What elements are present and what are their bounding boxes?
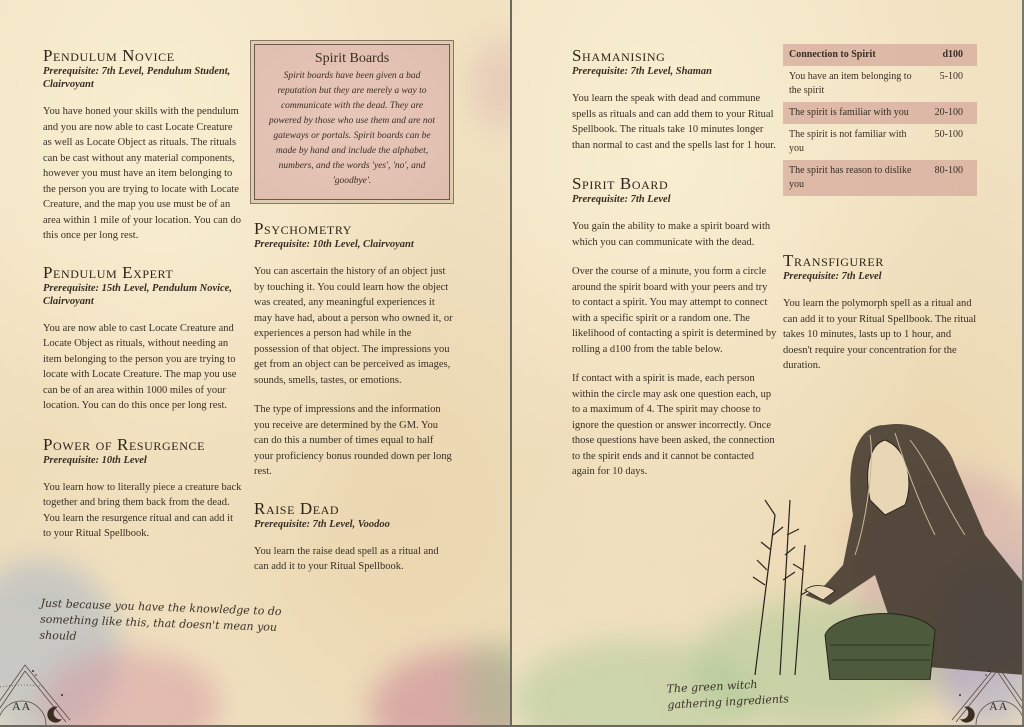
left-column-2 — [254, 220, 454, 575]
feat-description: You have honed your skills with the pendulum and you are now able to cast Locate Creature as well as Locate Object as rituals. The rituals can be cast without any material components, however you must have an item belonging to the person you are trying to locate with Locate Creature, and the map you use must be of an area within 1 mile of your location. You can do this once per long rest. — [43, 106, 242, 241]
feat-title: Raise Dead — [254, 498, 340, 518]
feat-title: Pendulum Expert — [43, 262, 174, 282]
table-cell: The spirit has reason to dislike you — [789, 165, 912, 190]
table-header: d100 — [942, 49, 963, 60]
table-cell: The spirit is familiar with you — [789, 107, 909, 118]
feat-description: The type of impressions and the information you receive are determined by the GM. You can do this a number of times equal to half your proficiency bonus rounded down per long rest. — [254, 404, 452, 477]
feat-prerequisite: Prerequisite: 7th Level, Voodoo — [254, 518, 390, 530]
left-page — [0, 0, 510, 725]
handwritten-note: Just because you have the knowledge to do something like this, that doesn't mean you should — [39, 596, 282, 643]
feat-description: You are now able to cast Locate Creature and Locate Object as rituals, without needing an item belonging to the person you are trying to locate with Locate Creature. The map you use can be of an area within 1000 miles of your location. You can do this once per long rest. — [43, 322, 237, 411]
feat-description: You learn the raise dead spell as a ritual and can add it to your Ritual Spellbook. — [254, 545, 439, 572]
feat-title: Power of Resurgence — [43, 434, 206, 454]
feat-description: You learn how to literally piece a creature back together and bring them back from the dead. You learn the resurgence ritual and can add it to your Ritual Spellbook. — [43, 481, 242, 539]
feat-psychometry — [254, 220, 454, 480]
feat-raise-dead — [254, 500, 454, 575]
right-page — [512, 0, 1022, 725]
spirit-connection-table — [783, 44, 977, 196]
table-cell: 80-100 — [934, 165, 963, 176]
table-cell: The spirit is not familiar with you — [789, 129, 907, 154]
table-cell: 20-100 — [934, 107, 963, 118]
feat-pendulum-expert — [43, 264, 243, 414]
feat-prerequisite: Prerequisite: 15th Level, Pendulum Novice, Clairvoyant — [43, 282, 232, 307]
feat-description: If contact with a spirit is made, each person within the circle may ask one question each, up to a maximum of 4. The spirit may choose to ignore the question or answer incorrectly. Once those questions have been asked, the connection to the spirit ends and it cannot be contacted again for 10 days. — [572, 373, 775, 477]
sidebar-text: Spirit boards have been given a bad reputation but they are merely a way to communicate with the dead. They are powered by those who use them and are not gateways or portals. Spirit boards can be made by hand and include the alphabet, numbers, and the words 'yes', 'no', and 'goodbye'. — [268, 71, 436, 186]
feat-prerequisite: Prerequisite: 7th Level, Pendulum Student, Clairvoyant — [43, 66, 231, 90]
feat-description: You learn the polymorph spell as a ritual and can add it to your Ritual Spellbook. The ritual takes 10 minutes, lasts up to 1 hour, and doesn't require your concentration for the duration. — [783, 298, 977, 371]
feat-prerequisite: Prerequisite: 10th Level — [43, 454, 147, 466]
table-row — [783, 66, 977, 102]
moon-diamond-emblem-icon — [942, 645, 1022, 725]
table-row — [783, 124, 977, 160]
table-header-row — [783, 44, 977, 66]
feat-shamanising — [572, 47, 778, 153]
spirit-boards-sidebar — [254, 44, 450, 200]
feat-transfigurer — [783, 252, 983, 374]
feat-title: Shamanising — [572, 46, 666, 65]
left-column-1 — [43, 47, 243, 542]
table-row — [783, 102, 977, 124]
illustration-caption: The green witch gathering ingredients — [666, 677, 790, 712]
feat-title: Pendulum Novice — [43, 46, 175, 65]
table-cell: 5-100 — [939, 71, 963, 82]
feat-description: You can ascertain the history of an object just by touching it. You could learn how the object was created, any meaningful experiences it may have had, about a person who owned it, or experiences a person had while in the possession of that object. The impressions you get from an object can be perceived as images, sounds, smells, tastes, or emotions. — [254, 266, 453, 386]
feat-prerequisite: Prerequisite: 7th Level — [572, 194, 671, 205]
feat-prerequisite: Prerequisite: 7th Level — [783, 271, 882, 282]
table-row — [783, 160, 977, 196]
feat-prerequisite: Prerequisite: 10th Level, Clairvoyant — [254, 239, 414, 250]
page-marker: AA — [989, 699, 1009, 713]
feat-description: Over the course of a minute, you form a circle around the spirit board with your peers and try to contact a spirit. You may attempt to connect with a specific spirit or a random one. The likelihood of contacting a spirit is determined by rolling a d100 from the table below. — [572, 266, 777, 355]
table-header: Connection to Spirit — [789, 49, 876, 60]
feat-title: Transfigurer — [783, 251, 884, 270]
table-cell: You have an item belonging to the spirit — [789, 71, 912, 96]
sidebar-title: Spirit Boards — [314, 51, 390, 66]
feat-prerequisite: Prerequisite: 7th Level, Shaman — [572, 66, 712, 77]
feat-pendulum-novice — [43, 47, 243, 244]
right-column-2 — [783, 252, 983, 374]
feat-title: Psychometry — [254, 219, 353, 238]
table-cell: 50-100 — [934, 129, 963, 140]
feat-description: You gain the ability to make a spirit board with which you can communicate with the dead. — [572, 221, 771, 248]
feat-description: You learn the speak with dead and commune spells as rituals and can add them to your Ritual Spellbook. The rituals take 10 minutes longer than normal to cast and the spells last for 1 hour. — [572, 93, 776, 151]
page-marker: AA — [12, 699, 32, 713]
feat-power-of-resurgence — [43, 436, 243, 542]
green-witch-illustration — [735, 405, 1022, 680]
feat-title: Spirit Board — [572, 174, 669, 193]
watercolor-wash — [470, 40, 510, 130]
